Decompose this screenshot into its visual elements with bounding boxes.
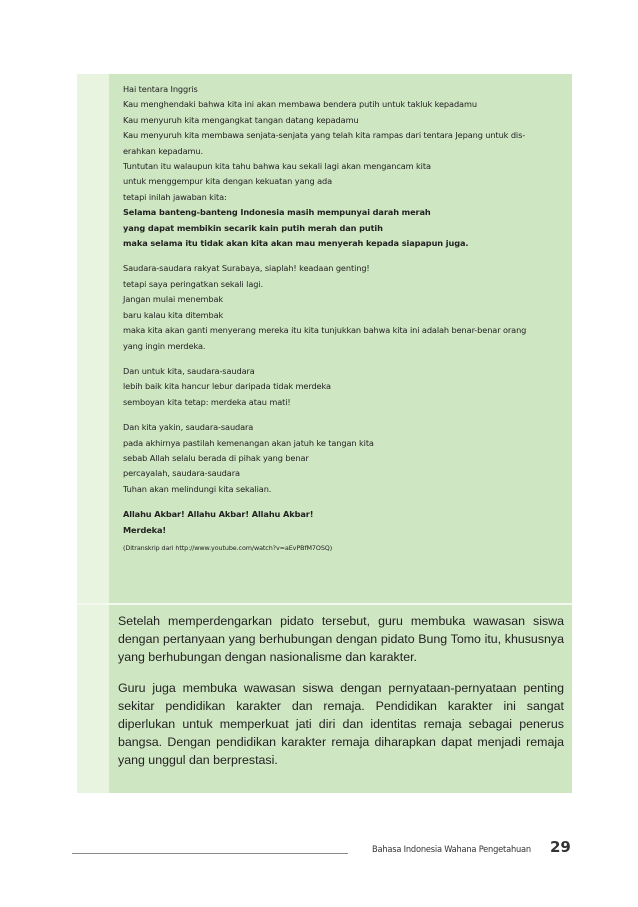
- speech-line: Jangan mulai menembak: [123, 294, 224, 305]
- speech-line: tetapi saya peringatkan sekali lagi.: [123, 278, 264, 289]
- speech-line: sebab Allah selalu berada di pihak yang benar: [123, 452, 309, 463]
- speech-line-bold: Allahu Akbar! Allahu Akbar! Allahu Akbar!: [123, 509, 314, 520]
- section-divider: [77, 603, 572, 605]
- speech-line: lebih baik kita hancur lebur daripada tidak merdeka: [123, 381, 331, 392]
- speech-line: Dan kita yakin, saudara-saudara: [123, 422, 254, 433]
- speech-line: semboyan kita tetap: merdeka atau mati!: [123, 396, 291, 407]
- speech-line-bold: Merdeka!: [123, 524, 167, 535]
- speech-line: Dan untuk kita, saudara-saudara: [123, 365, 255, 376]
- speech-line: Saudara-saudara rakyat Surabaya, siaplah! keadaan genting!: [123, 263, 370, 274]
- speech-line: Tuhan akan melindungi kita sekalian.: [123, 483, 272, 494]
- footer-book-title: Bahasa Indonesia Wahana Pengetahuan: [372, 844, 531, 855]
- speech-line: percayalah, saudara-saudara: [123, 468, 240, 479]
- speech-line-bold: yang dapat membikin secarik kain putih merah dan putih: [123, 222, 383, 233]
- speech-source: (Ditranskrip dari http://www.youtube.com/watch?v=aEvPBfM7OSQ): [123, 543, 333, 552]
- left-margin-strip: [77, 74, 109, 793]
- speech-line: tetapi inilah jawaban kita:: [123, 191, 227, 202]
- stanza-gap: [123, 354, 568, 364]
- speech-line: Tuntutan itu walaupun kita tahu bahwa kau sekali lagi akan mengancam kita: [123, 161, 431, 172]
- stanza-gap: [123, 497, 568, 507]
- speech-line: Kau menghendaki bahwa kita ini akan membawa bendera putih untuk takluk kepadamu: [123, 99, 477, 110]
- page-number: 29: [550, 838, 571, 856]
- stanza-gap: [123, 410, 568, 420]
- stanza-gap: [123, 251, 568, 261]
- narration-paragraph: Setelah memperdengarkan pidato tersebut, guru membuka wawasan siswa dengan pertanyaan yang berhubungan dengan pidato Bung Tomo itu, khususnya yang berhubungan dengan nasionalisme dan karakter.: [118, 614, 564, 665]
- speech-line-bold: maka selama itu tidak akan kita akan mau menyerah kepada siapapun juga.: [123, 238, 469, 249]
- speech-line: erahkan kepadamu.: [123, 145, 203, 156]
- speech-line: untuk menggempur kita dengan kekuatan yang ada: [123, 176, 333, 187]
- speech-line: pada akhirnya pastilah kemenangan akan jatuh ke tangan kita: [123, 437, 374, 448]
- speech-line: Kau menyuruh kita membawa senjata-senjata yang telah kita rampas dari tentara Jepang untuk dis-: [123, 130, 526, 141]
- footer-rule: [72, 853, 348, 854]
- speech-line: maka kita akan ganti menyerang mereka itu kita tunjukkan bahwa kita ini adalah benar-benar orang: [123, 325, 527, 336]
- narration-text: [118, 612, 564, 782]
- speech-line: Kau menyuruh kita mengangkat tangan datang kepadamu: [123, 114, 359, 125]
- speech-transcript: [123, 82, 568, 554]
- speech-line: yang ingin merdeka.: [123, 340, 206, 351]
- narration-paragraph: Guru juga membuka wawasan siswa dengan pernyataan-pernyataan penting sekitar pendidikan karakter dan remaja. Pendidikan karakter ini sangat diperlukan untuk memperkuat jati diri dan identitas remaja sebagai penerus bangsa. Dengan pendidikan karakter remaja diharapkan dapat menjadi remaja yang unggul dan berprestasi.: [118, 680, 564, 768]
- speech-line: baru kalau kita ditembak: [123, 309, 224, 320]
- speech-line-bold: Selama banteng-banteng Indonesia masih mempunyai darah merah: [123, 207, 431, 218]
- speech-line: Hai tentara Inggris: [123, 84, 198, 94]
